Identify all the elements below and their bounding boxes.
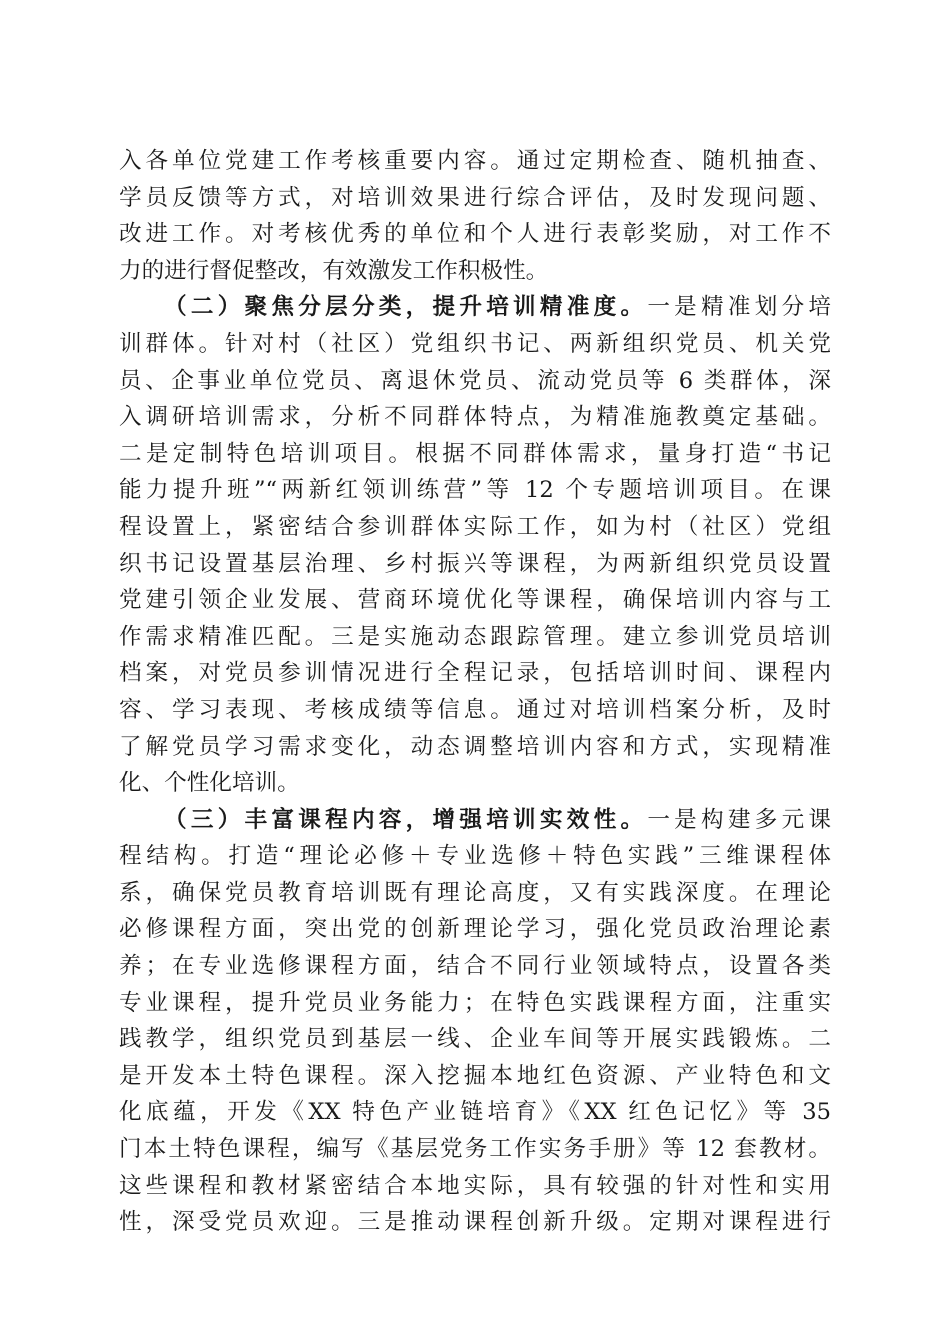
text-line: 党建引领企业发展、营商环境优化等课程，确保培训内容与工 (119, 587, 831, 614)
section-heading-line (119, 289, 831, 326)
text-line: 能力提升班”“两新红领训练营”等 12 个专题培训项目。在课 (119, 477, 831, 504)
text-line: 程设置上，紧密结合参训群体实际工作，如为村（社区）党组 (119, 513, 831, 540)
text-line: 容、学习表现、考核成绩等信息。通过对培训档案分析，及时 (119, 696, 831, 723)
text-line: 入各单位党建工作考核重要内容。通过定期检查、随机抽查、 (119, 148, 831, 174)
text-line: 作需求精准匹配。三是实施动态跟踪管理。建立参训党员培训 (119, 623, 831, 650)
text-line: 二是定制特色培训项目。根据不同群体需求，量身打造“书记 (119, 440, 831, 467)
text-line: 了解党员学习需求变化，动态调整培训内容和方式，实现精准 (119, 733, 831, 760)
text-line: 践教学，组织党员到基层一线、企业车间等开展实践锻炼。二 (119, 1026, 831, 1053)
body-text (119, 143, 831, 1241)
text-line: 必修课程方面，突出党的创新理论学习，强化党员政治理论素 (119, 916, 831, 943)
text-run: 一是构建多元课 (647, 806, 832, 833)
text-line: 学员反馈等方式，对培训效果进行综合评估，及时发现问题、 (119, 184, 831, 211)
section-heading-line (119, 802, 831, 839)
text-line: 入调研培训需求，分析不同群体特点，为精准施教奠定基础。 (119, 404, 831, 431)
text-line: 员、企事业单位党员、离退休党员、流动党员等 6 类群体，深 (119, 367, 831, 394)
text-run: 一是精准划分培 (647, 294, 832, 321)
section-heading: （二）聚焦分层分类，提升培训精准度。 (164, 294, 648, 321)
text-line: 这些课程和教材紧密结合本地实际，具有较强的针对性和实用 (119, 1172, 831, 1199)
text-line: 织书记设置基层治理、乡村振兴等课程，为两新组织党员设置 (119, 550, 831, 577)
text-line: 程结构。打造“理论必修＋专业选修＋特色实践”三维课程体 (119, 843, 831, 870)
text-line: 是开发本土特色课程。深入挖掘本地红色资源、产业特色和文 (119, 1062, 831, 1089)
text-line: 改进工作。对考核优秀的单位和个人进行表彰奖励，对工作不 (119, 221, 831, 248)
text-line: 系，确保党员教育培训既有理论高度，又有实践深度。在理论 (119, 879, 831, 906)
section-heading: （三）丰富课程内容，增强培训实效性。 (164, 806, 648, 833)
text-line: 化底蕴，开发《XX 特色产业链培育》《XX 红色记忆》等 35 (119, 1099, 831, 1126)
text-line: 养；在专业选修课程方面，结合不同行业领域特点，设置各类 (119, 953, 831, 980)
text-line: 门本土特色课程，编写《基层党务工作实务手册》等 12 套教材。 (119, 1136, 831, 1163)
text-line: 专业课程，提升党员业务能力；在特色实践课程方面，注重实 (119, 989, 831, 1016)
text-line: 训群体。针对村（社区）党组织书记、两新组织党员、机关党 (119, 330, 831, 357)
text-line: 化、个性化培训。 (119, 770, 300, 797)
text-line: 性，深受党员欢迎。三是推动课程创新升级。定期对课程进行 (119, 1209, 831, 1236)
text-line: 档案，对党员参训情况进行全程记录，包括培训时间、课程内 (119, 660, 831, 687)
text-line: 力的进行督促整改，有效激发工作积极性。 (119, 257, 549, 284)
